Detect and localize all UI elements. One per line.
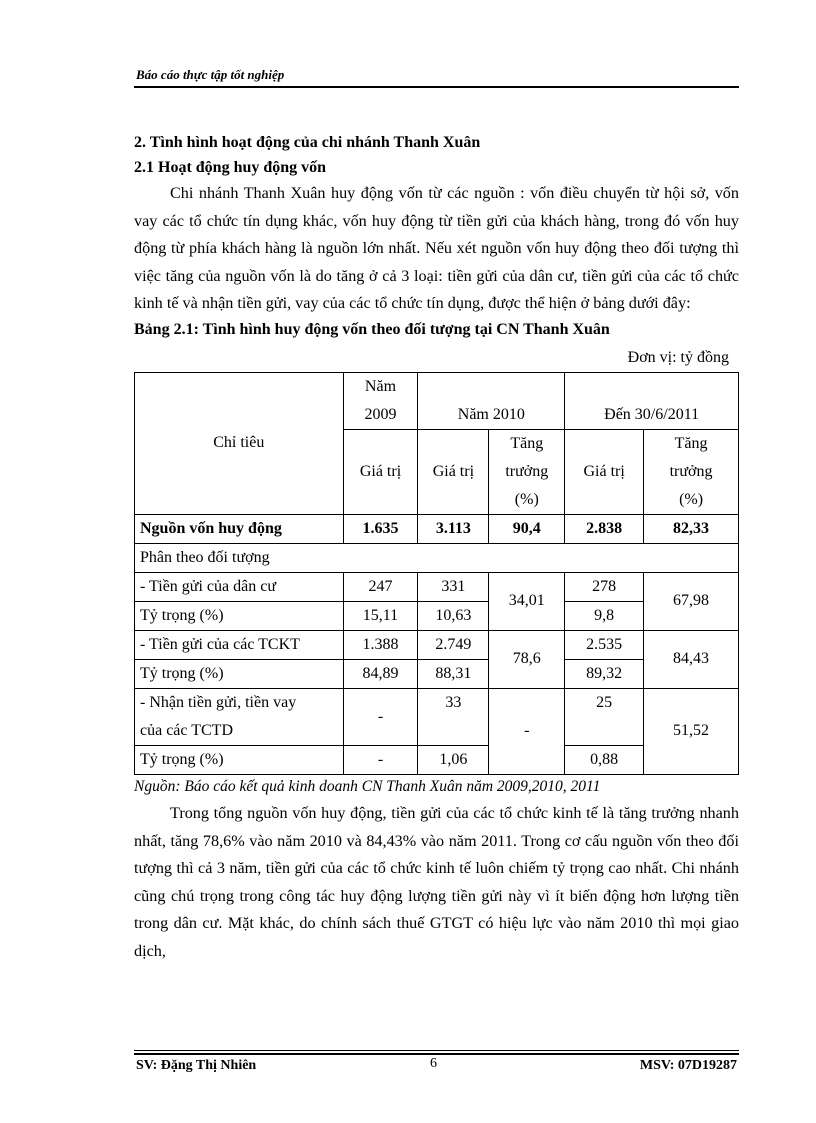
- footer-rule: [134, 1050, 739, 1051]
- table-row-tctd-share: Tỷ trọng (%) - 1,06 0,88: [135, 745, 739, 774]
- table-row-dancu-share: Tỷ trọng (%) 15,11 10,63 9,8: [135, 601, 739, 630]
- header-2009: Năm 2009: [343, 372, 418, 429]
- analysis-paragraph: Trong tổng nguồn vốn huy động, tiền gửi của các tổ chức kinh tế là tăng trưởng nhanh nhất, tăng 78,6% vào năm 2010 và 84,43% vào năm 2011. Trong cơ cấu nguồn vốn theo đối tượng thì cả 3 năm, tiền gửi của các tổ chức kinh tế luôn chiếm tỷ trọng cao nhất. Chi nhánh cũng chú trọng trong công tác huy động lượng tiền gửi này vì ít biến động hơn lượng tiền trong dân cư. Mặt khác, do chính sách thuế GTGT có hiệu lực vào năm 2010 thì mọi giao dịch,: [134, 803, 739, 960]
- table-row-tckt: - Tiền gửi của các TCKT 1.388 2.749 78,6 2.535 84,43: [135, 630, 739, 659]
- section-heading: 2. Tình hình hoạt động của chi nhánh Thanh Xuân: [134, 134, 481, 151]
- table-source: Nguồn: Báo cáo kết quả kinh doanh CN Thanh Xuân năm 2009,2010, 2011: [134, 777, 601, 795]
- table-row-tctd: - Nhận tiền gửi, tiền vay của các TCTD - 33 - 25 51,52: [135, 688, 739, 745]
- table-row-dancu: - Tiền gửi của dân cư 247 331 34,01 278 67,98: [135, 572, 739, 601]
- page-number: 6: [430, 1056, 437, 1071]
- intro-paragraph: Chi nhánh Thanh Xuân huy động vốn từ các nguồn : vốn điều chuyển từ hội sở, vốn vay các tổ chức tín dụng khác, vốn huy động từ tiền gửi của khách hàng, trong đó vốn huy động từ phía khách hàng là nguồn lớn nhất. Nếu xét nguồn vốn huy động theo đối tượng thì việc tăng của nguồn vốn là do tăng ở cả 3 loại: tiền gửi của dân cư, tiền gửi của các tổ chức kinh tế và nhận tiền gửi, vay của các tổ chức tín dụng, được thể hiện ở bảng dưới đây:: [134, 184, 739, 313]
- header-rule: [134, 86, 739, 88]
- section-subheading: 2.1 Hoạt động huy động vốn: [134, 159, 327, 176]
- header-2011: Đến 30/6/2011: [565, 372, 739, 429]
- header-2010: Năm 2010: [418, 372, 565, 429]
- header-value-2011: Giá trị: [565, 429, 644, 514]
- funding-table: [134, 372, 739, 775]
- footer-rule-thick: [134, 1053, 739, 1055]
- header-chi-tieu: Chỉ tiêu: [135, 372, 344, 514]
- table-header-row-1: [135, 372, 739, 429]
- header-growth-2010: Tăng trưởng (%): [489, 429, 565, 514]
- header-value-2010: Giá trị: [418, 429, 489, 514]
- footer-student: SV: Đặng Thị Nhiên: [136, 1058, 257, 1073]
- table-row-total: Nguồn vốn huy động 1.635 3.113 90,4 2.838 82,33: [135, 514, 739, 543]
- table-row-group: Phân theo đối tượng: [135, 543, 739, 572]
- page-content: [134, 130, 739, 966]
- table-title: Bảng 2.1: Tình hình huy động vốn theo đối tượng tại CN Thanh Xuân: [134, 320, 610, 338]
- header-value-2009: Giá trị: [343, 429, 418, 514]
- header-growth-2011: Tăng trưởng (%): [644, 429, 739, 514]
- footer-student-id: MSV: 07D19287: [639, 1058, 737, 1073]
- table-row-tckt-share: Tỷ trọng (%) 84,89 88,31 89,32: [135, 659, 739, 688]
- table-unit: Đơn vị: tỷ đồng: [627, 348, 729, 366]
- page-header: Báo cáo thực tập tốt nghiệp: [136, 67, 285, 82]
